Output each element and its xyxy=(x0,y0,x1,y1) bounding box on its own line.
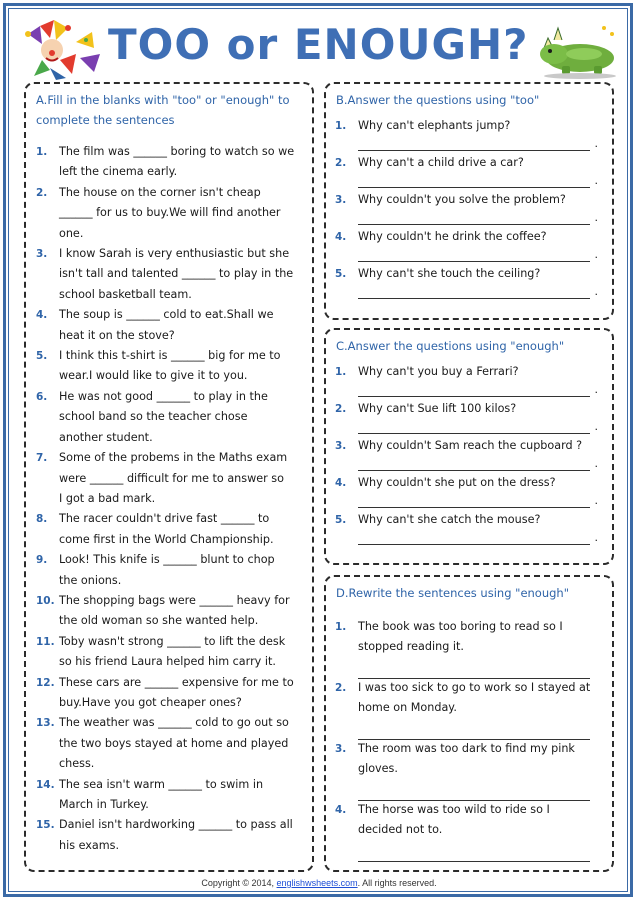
rewrite-item xyxy=(335,739,606,800)
worksheet-title: TOO or ENOUGH? xyxy=(108,20,529,69)
exercise-item xyxy=(36,550,304,591)
item-text-line: The racer couldn't drive fast ______ to xyxy=(59,512,270,526)
item-text-line: heat it on the stove? xyxy=(59,328,175,342)
item-text-line: The shopping bags were ______ heavy for xyxy=(59,593,290,607)
item-text-line: Look! This knife is ______ blunt to chop xyxy=(59,553,275,567)
exercise-item xyxy=(36,815,304,856)
exercise-item xyxy=(36,775,304,816)
rhino-illustration xyxy=(534,18,624,80)
question-item xyxy=(335,399,606,436)
answer-line[interactable] xyxy=(358,719,590,740)
answer-line[interactable] xyxy=(358,841,590,862)
item-text-line: The weather was ______ cold to go out so xyxy=(59,716,289,730)
answer-line[interactable] xyxy=(358,419,590,434)
answer-line[interactable] xyxy=(358,456,590,471)
copyright-link[interactable]: englishwsheets.com xyxy=(276,878,358,888)
item-text-line: were ______ difficult for me to answer so xyxy=(59,471,284,485)
item-text-line: I think this t-shirt is ______ big for me to xyxy=(59,349,281,363)
item-text-line: stopped reading it. xyxy=(358,640,464,654)
copyright-prefix: Copyright © 2014, xyxy=(201,878,277,888)
exercise-item xyxy=(36,387,304,448)
item-text-line: March in Turkey. xyxy=(59,798,149,811)
question-item xyxy=(335,362,606,399)
item-text-line: come first in the World Championship. xyxy=(59,532,274,546)
exercise-item xyxy=(36,244,304,305)
item-text-line: These cars are ______ expensive for me to xyxy=(59,675,294,689)
item-number: 2. xyxy=(335,682,347,694)
item-number: 1. xyxy=(335,366,347,378)
question-text: Why can't elephants jump? xyxy=(358,119,511,132)
item-text-line: one. xyxy=(59,226,84,240)
question-item xyxy=(335,436,606,473)
exercise-item xyxy=(36,632,304,673)
question-item xyxy=(335,510,606,547)
item-number: 9. xyxy=(36,554,48,567)
exercise-item xyxy=(36,509,304,550)
item-number: 4. xyxy=(335,804,347,816)
section-a-box xyxy=(24,82,314,872)
answer-line[interactable] xyxy=(358,493,590,508)
item-text-line: The film was ______ boring to watch so we xyxy=(59,145,295,158)
item-text-line: The room was too dark to find my pink xyxy=(358,742,575,755)
answer-line[interactable] xyxy=(358,210,590,225)
item-number: 3. xyxy=(36,248,48,261)
section-b-list xyxy=(335,116,606,301)
item-number: 6. xyxy=(36,390,48,403)
item-number: 3. xyxy=(335,194,347,206)
rewrite-item xyxy=(335,617,606,678)
item-number: 2. xyxy=(335,157,347,169)
item-text-line: left the cinema early. xyxy=(59,165,178,179)
question-text: Why can't a child drive a car? xyxy=(358,156,524,169)
item-text-line: so his friend Laura helped him carry it. xyxy=(59,655,276,669)
item-number: 2. xyxy=(335,403,347,415)
exercise-item xyxy=(36,183,304,244)
question-item xyxy=(335,190,606,227)
exercise-item xyxy=(36,713,304,774)
question-text: Why can't she catch the mouse? xyxy=(358,513,541,526)
item-text-line: the onions. xyxy=(59,573,122,587)
item-text-line: his exams. xyxy=(59,838,120,852)
question-text: Why can't she touch the ceiling? xyxy=(358,267,541,280)
section-d-box xyxy=(324,575,614,872)
item-text-line: isn't tall and talented ______ to play in the xyxy=(59,267,294,281)
item-number: 2. xyxy=(36,186,48,199)
item-text-line: wear.I would like to give it to you. xyxy=(59,369,248,383)
exercise-item xyxy=(36,591,304,632)
item-text-line: Some of the probems in the Maths exam xyxy=(59,451,288,465)
answer-line[interactable] xyxy=(358,173,590,188)
question-item xyxy=(335,153,606,190)
question-text: Why couldn't Sam reach the cupboard ? xyxy=(358,439,583,452)
item-number: 14. xyxy=(36,778,55,791)
item-number: 1. xyxy=(335,120,347,132)
item-number: 11. xyxy=(36,635,55,648)
item-text-line: He was not good ______ to play in the xyxy=(59,389,268,403)
section-d-list xyxy=(335,617,606,861)
answer-line[interactable] xyxy=(358,136,590,151)
item-number: 7. xyxy=(36,452,48,465)
item-text-line: school band so the teacher chose xyxy=(59,410,248,424)
item-number: 10. xyxy=(36,594,55,607)
item-text-line: I was too sick to go to work so I stayed at xyxy=(358,681,591,694)
item-text-line: The house on the corner isn't cheap xyxy=(59,185,261,199)
clown-illustration xyxy=(20,18,104,82)
exercise-item xyxy=(36,142,304,183)
section-a-heading: A.Fill in the blanks with "too" or "enough" to complete the sentences xyxy=(36,93,290,127)
question-item xyxy=(335,227,606,264)
answer-line[interactable] xyxy=(358,658,590,679)
item-text-line: The sea isn't warm ______ to swim in xyxy=(59,777,264,791)
item-text-line: The soup is ______ cold to eat.Shall we xyxy=(59,308,274,322)
item-text-line: I know Sarah is very enthusiastic but she xyxy=(59,247,290,261)
item-number: 3. xyxy=(335,743,347,755)
item-number: 1. xyxy=(335,621,347,633)
question-text: Why can't you buy a Ferrari? xyxy=(358,365,519,378)
item-text-line: decided not to. xyxy=(358,823,443,837)
item-text-line: The book was too boring to read so I xyxy=(358,620,563,633)
item-number: 5. xyxy=(36,350,48,363)
exercise-item xyxy=(36,673,304,714)
question-item xyxy=(335,116,606,153)
question-text: Why couldn't he drink the coffee? xyxy=(358,230,547,243)
item-text-line: school basketball team. xyxy=(59,287,192,301)
answer-line[interactable] xyxy=(358,530,590,545)
section-c-heading: C.Answer the questions using "enough" xyxy=(336,339,565,353)
item-number: 13. xyxy=(36,717,55,730)
item-number: 3. xyxy=(335,440,347,452)
question-item xyxy=(335,473,606,510)
item-text-line: the old woman so she wanted help. xyxy=(59,614,259,628)
item-number: 5. xyxy=(335,514,347,526)
item-number: 4. xyxy=(36,309,48,322)
item-number: 4. xyxy=(335,477,347,489)
answer-line[interactable] xyxy=(358,284,590,299)
item-text-line: Daniel isn't hardworking ______ to pass all xyxy=(59,818,293,832)
question-text: Why can't Sue lift 100 kilos? xyxy=(358,402,517,415)
item-number: 12. xyxy=(36,676,55,689)
item-text-line: I got a bad mark. xyxy=(59,491,156,505)
exercise-item xyxy=(36,448,304,509)
item-number: 5. xyxy=(335,268,347,280)
question-text: Why couldn't you solve the problem? xyxy=(358,193,566,206)
item-text-line: ______ for us to buy.We will find another xyxy=(59,206,281,220)
answer-line[interactable] xyxy=(358,247,590,262)
section-b-heading: B.Answer the questions using "too" xyxy=(336,93,540,107)
exercise-item xyxy=(36,305,304,346)
answer-line[interactable] xyxy=(358,382,590,397)
item-number: 1. xyxy=(36,146,48,158)
item-text-line: buy.Have you got cheaper ones? xyxy=(59,695,242,709)
question-item xyxy=(335,264,606,301)
section-c-list xyxy=(335,362,606,547)
answer-line[interactable] xyxy=(358,780,590,801)
item-text-line: Toby wasn't strong ______ to lift the desk xyxy=(59,634,286,648)
item-number: 8. xyxy=(36,513,48,526)
item-text-line: chess. xyxy=(59,757,95,771)
section-c-box xyxy=(324,328,614,565)
section-a-list xyxy=(36,142,304,856)
exercise-item xyxy=(36,346,304,387)
rewrite-item xyxy=(335,800,606,861)
item-text-line: the two boys stayed at home and played xyxy=(59,736,289,750)
rewrite-item xyxy=(335,678,606,739)
copyright-suffix: . All rights reserved. xyxy=(357,878,437,888)
copyright-footer xyxy=(0,878,638,888)
item-text-line: another student. xyxy=(59,430,153,444)
item-text-line: The horse was too wild to ride so I xyxy=(358,803,550,816)
section-d-heading: D.Rewrite the sentences using "enough" xyxy=(336,586,570,600)
item-text-line: home on Monday. xyxy=(358,701,457,715)
item-text-line: gloves. xyxy=(358,762,398,776)
item-number: 4. xyxy=(335,231,347,243)
section-b-box xyxy=(324,82,614,320)
item-number: 15. xyxy=(36,819,55,832)
question-text: Why couldn't she put on the dress? xyxy=(358,476,556,489)
